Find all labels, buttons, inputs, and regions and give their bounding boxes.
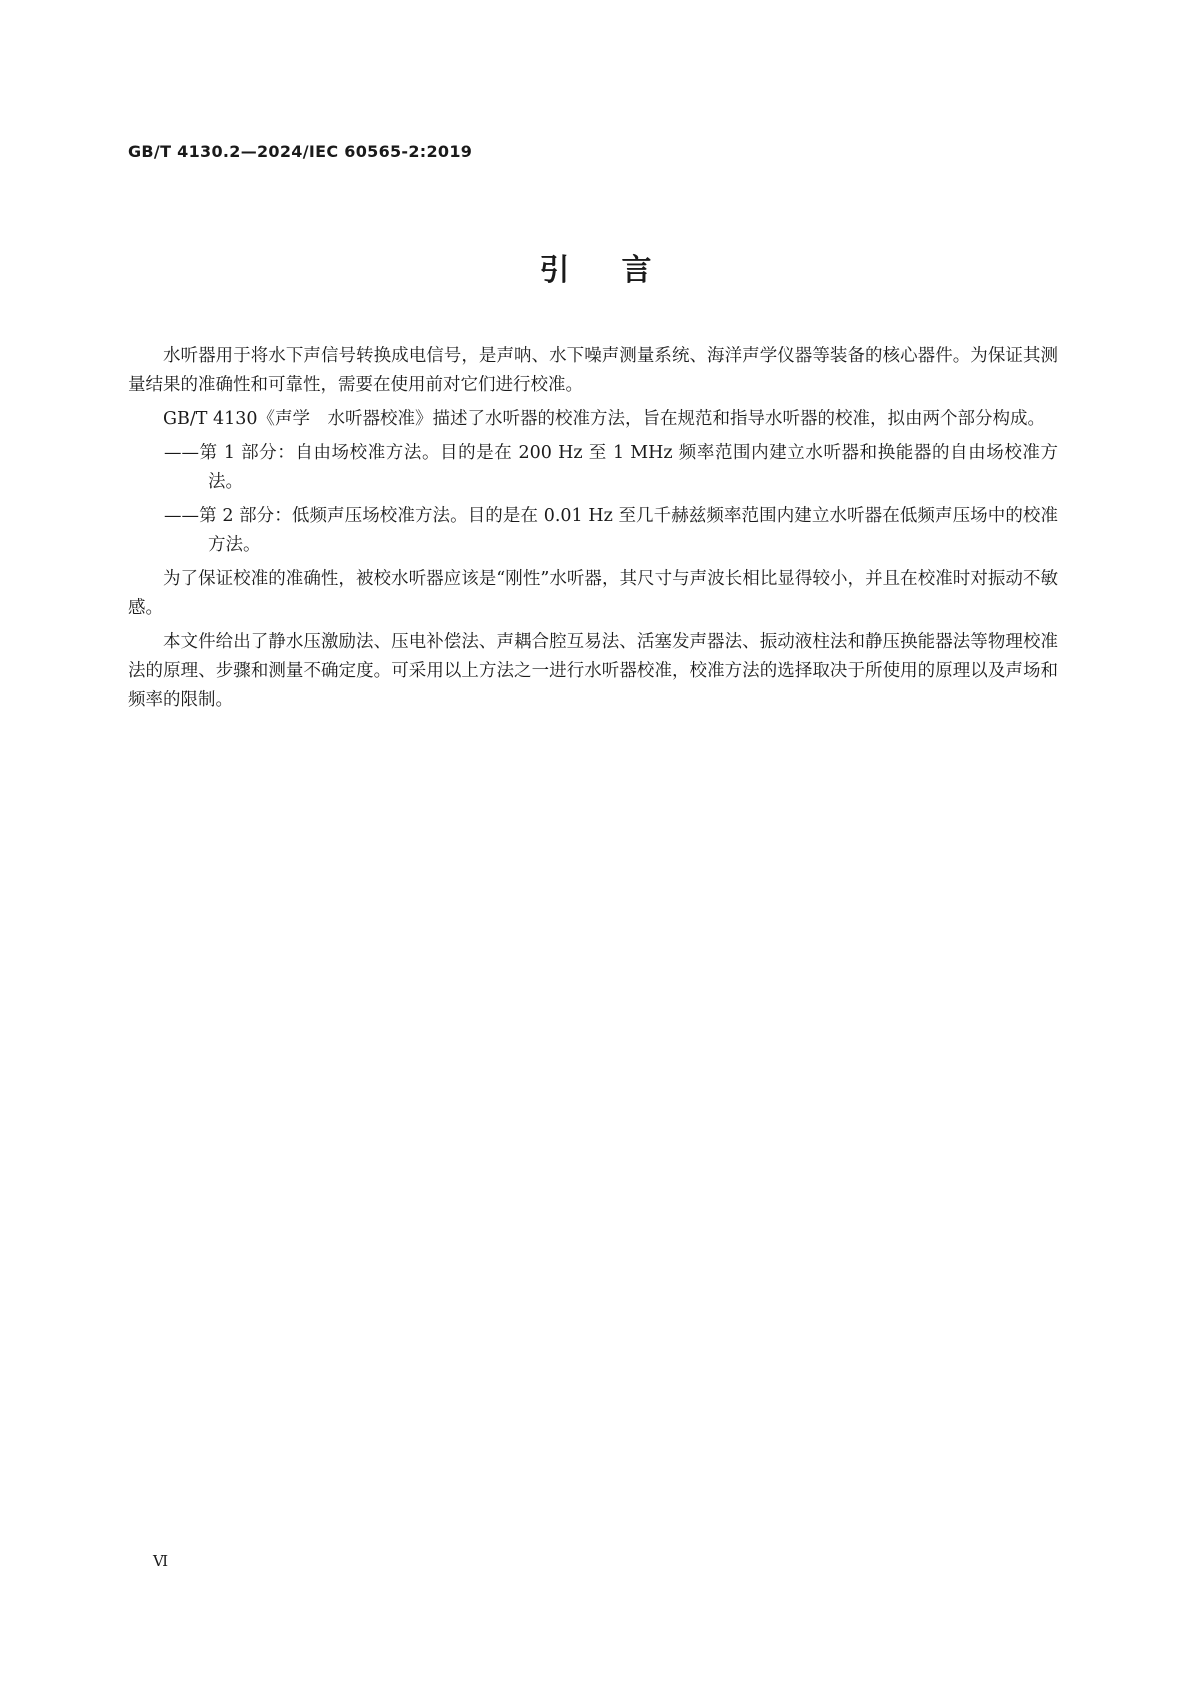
paragraph-calibration-methods: 本文件给出了静水压激励法、压电补偿法、声耦合腔互易法、活塞发声器法、振动液柱法和静压换能器法等物理校准法的原理、步骤和测量不确定度。可采用以上方法之一进行水听器校准，校准方法的选择取决于所使用的原理以及声场和频率的限制。	[128, 632, 1058, 710]
paragraph-rigid-hydrophone: 为了保证校准的准确性，被校水听器应该是“刚性”水听器，其尺寸与声波长相比显得较小，并且在校准时对振动不敏感。	[128, 569, 1058, 618]
paragraph-standard-structure: GB/T 4130《声学 水听器校准》描述了水听器的校准方法，旨在规范和指导水听器的校准，拟由两个部分构成。	[163, 409, 1046, 429]
paragraph-hydrophone-purpose: 水听器用于将水下声信号转换成电信号，是声呐、水下噪声测量系统、海洋声学仪器等装备的核心器件。为保证其测量结果的准确性和可靠性，需要在使用前对它们进行校准。	[128, 346, 1058, 395]
page-title: 引言	[539, 253, 704, 288]
page-number: Ⅵ	[153, 1552, 169, 1570]
standard-header: GB/T 4130.2—2024/IEC 60565-2:2019	[128, 142, 473, 161]
list-item-part-2: ——第 2 部分：低频声压场校准方法。目的是在 0.01 Hz 至几千赫兹频率范围内建立水听器在低频声压场中的校准方法。	[164, 506, 1058, 555]
list-item-part-1: ——第 1 部分：自由场校准方法。目的是在 200 Hz 至 1 MHz 频率范围内建立水听器和换能器的自由场校准方法。	[164, 443, 1058, 492]
body-text	[128, 342, 1058, 720]
